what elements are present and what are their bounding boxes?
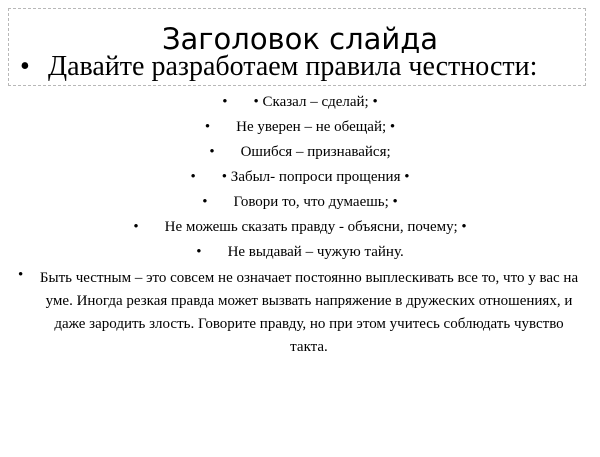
- rule-text: Не выдавай – чужую тайну.: [227, 244, 404, 260]
- rule-text: • Сказал – сделай; •: [253, 94, 378, 110]
- rule-bullet: •: [133, 219, 139, 235]
- slide-title: Заголовок слайда: [161, 22, 439, 56]
- rule-item: [0, 242, 600, 262]
- rule-text: Ошибся – признавайся;: [240, 144, 391, 160]
- note-paragraph: Быть честным – это совсем не означает постоянно выплескивать все то, что у вас на уме. Иногда резкая правда может вызвать напряжение в дружеских отношениях, и даже зародить злость. Говорите правду, но при этом учитесь соблюдать чувство такта.: [39, 270, 579, 355]
- rule-text: Говори то, что думаешь; •: [233, 194, 398, 210]
- heading-bullet: •: [20, 51, 30, 82]
- rule-text: Не уверен – не обещай; •: [236, 119, 396, 135]
- rule-item: [0, 142, 600, 162]
- note-item: [0, 265, 600, 375]
- rule-bullet: •: [204, 119, 211, 135]
- note-bullet: •: [18, 267, 24, 283]
- rule-bullet: •: [190, 169, 196, 185]
- rule-item: [0, 167, 600, 187]
- rule-item: [0, 192, 600, 212]
- rule-text: • Забыл- попроси прощения •: [221, 169, 410, 185]
- rule-item: [0, 117, 600, 137]
- rule-item: [0, 92, 600, 112]
- slide-heading: Давайте разработаем правила честности:: [48, 51, 538, 82]
- rule-bullet: •: [222, 94, 228, 110]
- rule-bullet: •: [209, 144, 215, 160]
- rule-bullet: •: [202, 194, 208, 210]
- rule-text: Не можешь сказать правду - объясни, почему; •: [164, 219, 467, 235]
- rule-item: [0, 217, 600, 237]
- rule-bullet: •: [196, 244, 202, 260]
